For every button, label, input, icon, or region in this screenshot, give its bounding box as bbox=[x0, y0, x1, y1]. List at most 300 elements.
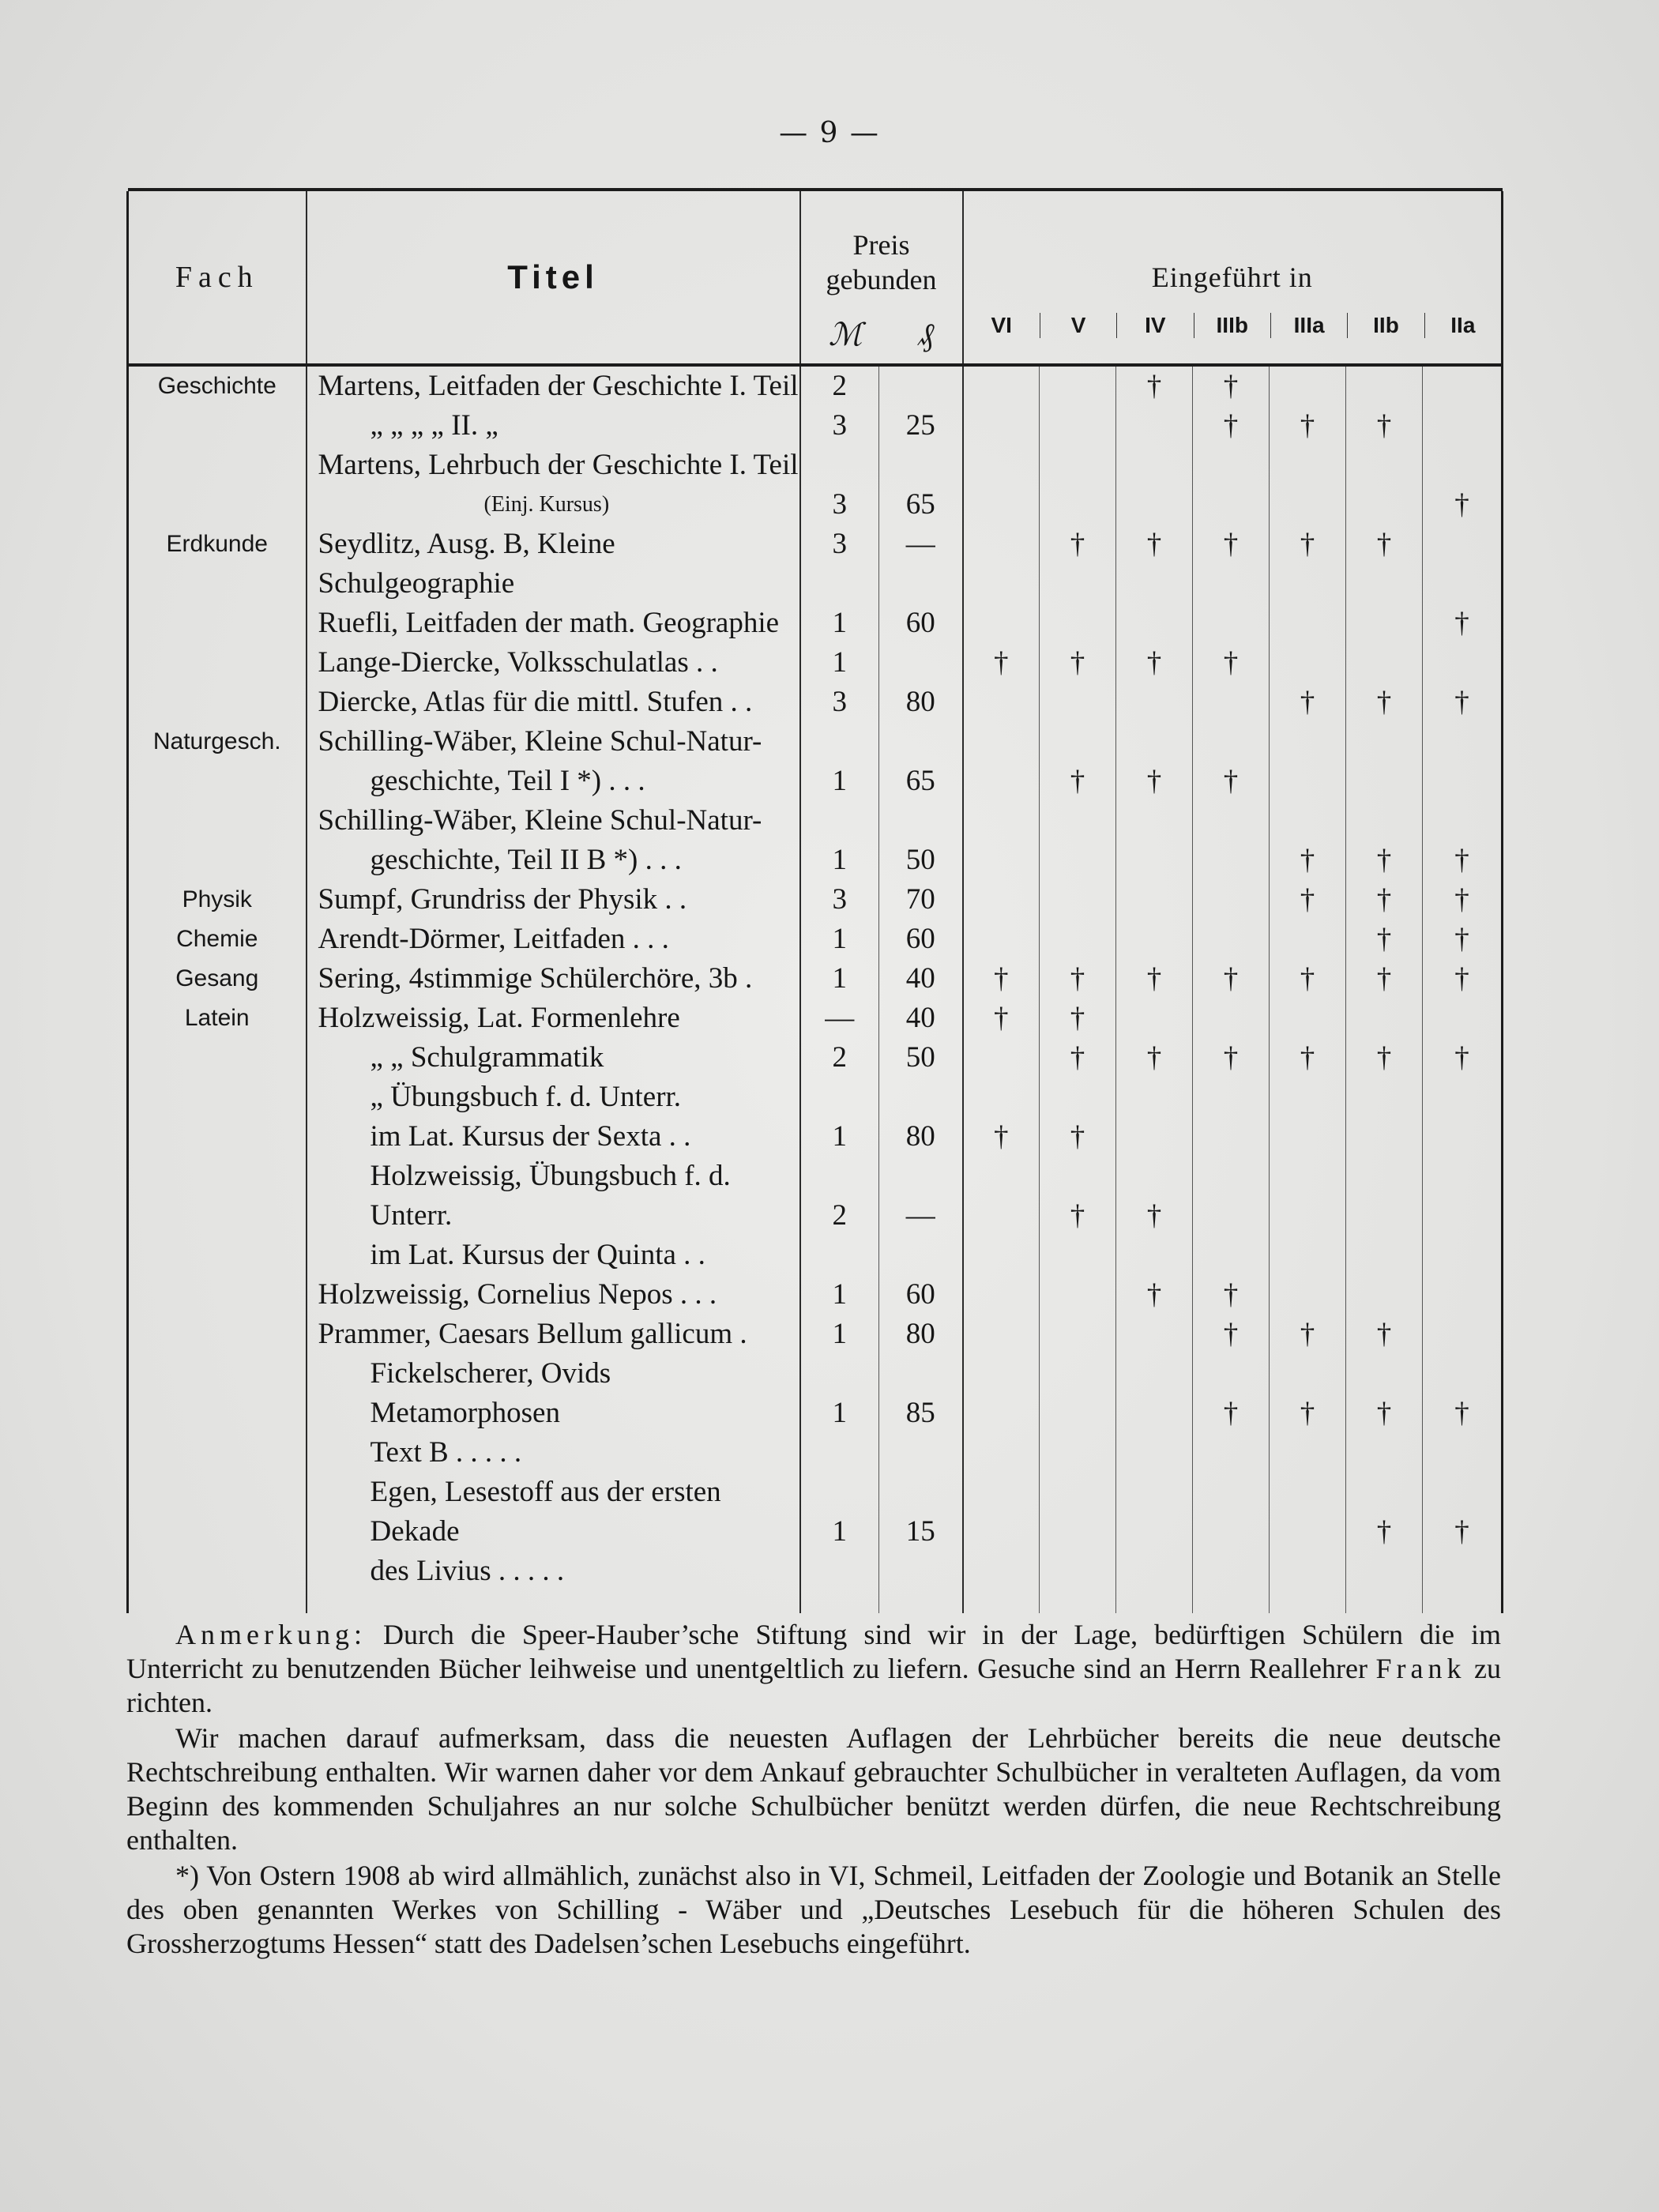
class-mark-v: † bbox=[1040, 999, 1116, 1038]
subject-cell bbox=[128, 446, 307, 525]
table-row bbox=[128, 722, 1503, 801]
price-mark-cell: 1 bbox=[800, 1275, 879, 1315]
orthography-paragraph: Wir machen darauf aufmerksam, dass die neuesten Auflagen der Lehrbücher bereits die neue deutsche Rechtschreibung enthalten. Wir warnen daher vor dem Ankauf gebrauchter Schulbücher in veralteten Auflagen, da vom Beginn des kommenden Schuljahres an nur solche Schulbücher benützt werden dürfen, die neue Rechtschreibung enthalten. bbox=[126, 1722, 1501, 1856]
table-tail-cell bbox=[1116, 1591, 1193, 1613]
class-mark-iiia bbox=[1270, 1078, 1346, 1157]
class-mark-vi: † bbox=[963, 959, 1040, 999]
header-eingefuehrt bbox=[963, 191, 1503, 365]
subject-cell bbox=[128, 1315, 307, 1354]
price-mark-cell: 3 bbox=[800, 446, 879, 525]
class-mark-v bbox=[1040, 1473, 1116, 1591]
header-preis-line2: gebunden bbox=[826, 264, 937, 295]
table-tail-cell bbox=[1423, 1591, 1503, 1613]
class-mark-iiib bbox=[1193, 446, 1270, 525]
class-mark-iiib: † bbox=[1193, 1315, 1270, 1354]
class-mark-iiia: † bbox=[1270, 880, 1346, 920]
title-cell bbox=[307, 1038, 800, 1078]
price-pfennig-cell: 40 bbox=[879, 959, 963, 999]
price-pfennig-cell: 80 bbox=[879, 1078, 963, 1157]
footnote: *) Von Ostern 1908 ab wird allmählich, zunächst also in VI, Schmeil, Leitfaden der Zoologie und Botanik an Stelle des oben genannten Werkes von Schilling - Wäber und „Deutsches Lesebuch für die höheren Schulen des Grossherzogtums Hessen“ statt des Dadelsen’schen Lesebuchs eingeführt. bbox=[126, 1860, 1501, 1959]
subject-cell: Gesang bbox=[128, 959, 307, 999]
header-titel: Titel bbox=[307, 191, 800, 365]
title-cell bbox=[307, 1078, 800, 1157]
class-mark-iv: † bbox=[1116, 643, 1193, 683]
class-mark-vi bbox=[963, 1157, 1040, 1275]
table-row bbox=[128, 1315, 1503, 1354]
class-mark-iia bbox=[1423, 525, 1503, 604]
class-mark-iiia: † bbox=[1270, 1354, 1346, 1473]
class-mark-iib: † bbox=[1346, 1473, 1423, 1591]
class-mark-iib bbox=[1346, 446, 1423, 525]
table-body bbox=[128, 365, 1503, 1613]
class-mark-iv bbox=[1116, 1473, 1193, 1591]
table-row bbox=[128, 1275, 1503, 1315]
class-mark-iib: † bbox=[1346, 525, 1423, 604]
table-tail-cell bbox=[1040, 1591, 1116, 1613]
class-mark-vi bbox=[963, 406, 1040, 446]
anmerkung-text-2: zu richten. bbox=[126, 1653, 1501, 1718]
subject-cell bbox=[128, 604, 307, 643]
title-note: (Einj. Kursus) bbox=[483, 492, 610, 517]
class-mark-iiib: † bbox=[1193, 406, 1270, 446]
class-mark-iib: † bbox=[1346, 880, 1423, 920]
price-pfennig-cell bbox=[879, 365, 963, 406]
title-cell bbox=[307, 1315, 800, 1354]
class-mark-iiib bbox=[1193, 880, 1270, 920]
class-mark-vi bbox=[963, 525, 1040, 604]
class-mark-iiib: † bbox=[1193, 959, 1270, 999]
price-pfennig-cell: 60 bbox=[879, 920, 963, 959]
table-row bbox=[128, 1078, 1503, 1157]
class-mark-iiib bbox=[1193, 683, 1270, 722]
table-tail-cell bbox=[963, 1591, 1040, 1613]
title-line: im Lat. Kursus der Sexta . . bbox=[370, 1120, 691, 1153]
price-mark-cell: 1 bbox=[800, 920, 879, 959]
class-mark-v bbox=[1040, 365, 1116, 406]
table-row bbox=[128, 959, 1503, 999]
table-row bbox=[128, 365, 1503, 406]
price-pfennig-cell: 60 bbox=[879, 1275, 963, 1315]
class-mark-iv bbox=[1116, 683, 1193, 722]
price-pfennig-cell: — bbox=[879, 525, 963, 604]
price-mark-cell: 1 bbox=[800, 1315, 879, 1354]
subject-cell bbox=[128, 801, 307, 880]
class-mark-iiib bbox=[1193, 604, 1270, 643]
class-mark-iv bbox=[1116, 999, 1193, 1038]
price-mark-cell: 1 bbox=[800, 1354, 879, 1473]
class-mark-iiia bbox=[1270, 643, 1346, 683]
price-pfennig-cell bbox=[879, 643, 963, 683]
title-line: Egen, Lesestoff aus der ersten Dekade bbox=[370, 1476, 721, 1548]
title-line: Sumpf, Grundriss der Physik . . bbox=[318, 883, 687, 916]
price-mark-cell: 2 bbox=[800, 1157, 879, 1275]
class-mark-iv: † bbox=[1116, 959, 1193, 999]
table-row bbox=[128, 604, 1503, 643]
class-mark-iiia bbox=[1270, 604, 1346, 643]
class-mark-vi: † bbox=[963, 643, 1040, 683]
class-mark-iiia bbox=[1270, 999, 1346, 1038]
title-cell bbox=[307, 1473, 800, 1591]
subject-cell bbox=[128, 1275, 307, 1315]
price-pfennig-cell: 80 bbox=[879, 1315, 963, 1354]
class-mark-iib bbox=[1346, 365, 1423, 406]
price-mark-cell: 1 bbox=[800, 801, 879, 880]
price-mark-cell: 3 bbox=[800, 406, 879, 446]
price-mark-cell: 3 bbox=[800, 683, 879, 722]
class-mark-v: † bbox=[1040, 1157, 1116, 1275]
subject-cell: Erdkunde bbox=[128, 525, 307, 604]
title-line: im Lat. Kursus der Quinta . . bbox=[370, 1239, 705, 1271]
price-mark-cell: 1 bbox=[800, 1473, 879, 1591]
class-mark-iia: † bbox=[1423, 683, 1503, 722]
header-class-iib: IIb bbox=[1347, 313, 1424, 338]
class-mark-vi: † bbox=[963, 1078, 1040, 1157]
class-mark-iia bbox=[1423, 999, 1503, 1038]
title-cell bbox=[307, 683, 800, 722]
subject-cell bbox=[128, 683, 307, 722]
class-mark-iiib bbox=[1193, 999, 1270, 1038]
subject-cell bbox=[128, 1038, 307, 1078]
class-mark-v: † bbox=[1040, 1078, 1116, 1157]
title-line: Arendt-Dörmer, Leitfaden . . . bbox=[318, 923, 669, 955]
class-mark-iib: † bbox=[1346, 683, 1423, 722]
title-line: Holzweissig, Cornelius Nepos . . . bbox=[318, 1278, 717, 1311]
price-pfennig-cell: 70 bbox=[879, 880, 963, 920]
table-tail bbox=[128, 1591, 1503, 1613]
class-mark-vi bbox=[963, 1315, 1040, 1354]
title-line: Diercke, Atlas für die mittl. Stufen . . bbox=[318, 686, 753, 718]
table-row bbox=[128, 801, 1503, 880]
title-cell bbox=[307, 1157, 800, 1275]
price-pfennig-cell: — bbox=[879, 1157, 963, 1275]
price-pfennig-cell: 80 bbox=[879, 683, 963, 722]
class-mark-iia: † bbox=[1423, 604, 1503, 643]
title-line: Seydlitz, Ausg. B, Kleine Schulgeographie bbox=[318, 528, 615, 600]
title-cell bbox=[307, 525, 800, 604]
table-row bbox=[128, 1354, 1503, 1473]
class-mark-iia bbox=[1423, 1157, 1503, 1275]
class-mark-iiib: † bbox=[1193, 722, 1270, 801]
class-mark-iiib: † bbox=[1193, 1275, 1270, 1315]
class-mark-iv: † bbox=[1116, 365, 1193, 406]
class-mark-iiia bbox=[1270, 446, 1346, 525]
table-tail-cell bbox=[1193, 1591, 1270, 1613]
title-cell bbox=[307, 999, 800, 1038]
class-mark-v bbox=[1040, 920, 1116, 959]
class-mark-iv bbox=[1116, 406, 1193, 446]
table-tail-cell bbox=[879, 1591, 963, 1613]
title-line: Holzweissig, Lat. Formenlehre bbox=[318, 1002, 680, 1034]
title-cell bbox=[307, 722, 800, 801]
class-mark-iv: † bbox=[1116, 1275, 1193, 1315]
class-mark-iiia bbox=[1270, 365, 1346, 406]
price-mark-cell: 2 bbox=[800, 1038, 879, 1078]
class-mark-iia: † bbox=[1423, 801, 1503, 880]
header-class-iiib: IIIb bbox=[1194, 313, 1270, 338]
class-mark-iib bbox=[1346, 722, 1423, 801]
class-mark-iiia: † bbox=[1270, 1315, 1346, 1354]
title-cell bbox=[307, 643, 800, 683]
header-class-vi: VI bbox=[991, 313, 1012, 337]
class-mark-iiia bbox=[1270, 1473, 1346, 1591]
class-mark-vi bbox=[963, 801, 1040, 880]
class-mark-iia bbox=[1423, 1078, 1503, 1157]
price-mark-cell: 2 bbox=[800, 365, 879, 406]
table-row bbox=[128, 1038, 1503, 1078]
class-mark-vi bbox=[963, 365, 1040, 406]
price-pfennig-cell: 25 bbox=[879, 406, 963, 446]
class-mark-iv: † bbox=[1116, 722, 1193, 801]
class-mark-iiia bbox=[1270, 1157, 1346, 1275]
header-unit-pfennig: ₰ bbox=[918, 317, 935, 352]
header-unit-mark: ℳ bbox=[828, 317, 863, 352]
table-tail-cell bbox=[800, 1591, 879, 1613]
class-mark-iia bbox=[1423, 1275, 1503, 1315]
class-mark-iib: † bbox=[1346, 1315, 1423, 1354]
subject-cell bbox=[128, 1473, 307, 1591]
table-row bbox=[128, 880, 1503, 920]
class-mark-iib: † bbox=[1346, 920, 1423, 959]
class-mark-iib bbox=[1346, 1078, 1423, 1157]
anmerkung-text-1: Durch die Speer-Hauber’sche Stiftung sind wir in der Lage, bedürftigen Schülern die im Unterricht zu benutzenden Bücher leihweise und unentgeltlich zu liefern. Gesuche sind an Herrn Reallehrer bbox=[126, 1619, 1501, 1684]
title-line: Prammer, Caesars Bellum gallicum . bbox=[318, 1318, 747, 1350]
class-mark-v bbox=[1040, 1275, 1116, 1315]
header-preis-line1: Preis bbox=[852, 229, 910, 261]
title-cell bbox=[307, 1275, 800, 1315]
class-mark-vi bbox=[963, 446, 1040, 525]
title-line: Fickelscherer, Ovids Metamorphosen bbox=[370, 1357, 611, 1429]
class-mark-iiia: † bbox=[1270, 959, 1346, 999]
title-line: „ „ „ „ II. „ bbox=[370, 409, 498, 442]
class-mark-iib: † bbox=[1346, 1354, 1423, 1473]
price-pfennig-cell: 50 bbox=[879, 801, 963, 880]
header-class-list bbox=[964, 313, 1502, 338]
class-mark-iiib bbox=[1193, 1473, 1270, 1591]
title-line: „ „ Schulgrammatik bbox=[370, 1041, 604, 1074]
price-mark-cell: 1 bbox=[800, 1078, 879, 1157]
class-mark-iv bbox=[1116, 920, 1193, 959]
class-mark-iv bbox=[1116, 446, 1193, 525]
title-line: Ruefli, Leitfaden der math. Geographie bbox=[318, 607, 780, 639]
price-mark-cell: 1 bbox=[800, 959, 879, 999]
title-line: geschichte, Teil II B *) . . . bbox=[370, 844, 682, 876]
subject-cell: Naturgesch. bbox=[128, 722, 307, 801]
class-mark-iiia: † bbox=[1270, 683, 1346, 722]
price-pfennig-cell: 40 bbox=[879, 999, 963, 1038]
table-row bbox=[128, 1473, 1503, 1591]
subject-cell bbox=[128, 1078, 307, 1157]
class-mark-v: † bbox=[1040, 1038, 1116, 1078]
price-mark-cell: 1 bbox=[800, 722, 879, 801]
table-row bbox=[128, 683, 1503, 722]
class-mark-v bbox=[1040, 446, 1116, 525]
class-mark-vi bbox=[963, 683, 1040, 722]
header-class-iia: IIa bbox=[1424, 313, 1501, 338]
class-mark-iib bbox=[1346, 999, 1423, 1038]
price-pfennig-cell: 85 bbox=[879, 1354, 963, 1473]
class-mark-iiia: † bbox=[1270, 406, 1346, 446]
table-tail-cell bbox=[307, 1591, 800, 1613]
price-pfennig-cell: 65 bbox=[879, 722, 963, 801]
textbook-table bbox=[126, 188, 1503, 1613]
class-mark-iiib bbox=[1193, 920, 1270, 959]
notes-section bbox=[126, 1618, 1501, 1962]
class-mark-iiib bbox=[1193, 1078, 1270, 1157]
anmerkung-paragraph bbox=[126, 1618, 1501, 1720]
table-row bbox=[128, 643, 1503, 683]
class-mark-iv bbox=[1116, 880, 1193, 920]
anmerkung-label: Anmerkung: bbox=[175, 1619, 367, 1650]
subject-cell: Geschichte bbox=[128, 365, 307, 406]
class-mark-iiib: † bbox=[1193, 1038, 1270, 1078]
class-mark-iiia bbox=[1270, 920, 1346, 959]
table-row bbox=[128, 446, 1503, 525]
class-mark-iiia: † bbox=[1270, 525, 1346, 604]
price-mark-cell: 1 bbox=[800, 643, 879, 683]
class-mark-iia bbox=[1423, 406, 1503, 446]
class-mark-v bbox=[1040, 1315, 1116, 1354]
class-mark-vi bbox=[963, 722, 1040, 801]
class-mark-iiib bbox=[1193, 801, 1270, 880]
class-mark-iib: † bbox=[1346, 1038, 1423, 1078]
title-line: Text B . . . . . bbox=[370, 1436, 522, 1469]
class-mark-iib bbox=[1346, 1275, 1423, 1315]
class-mark-iiia bbox=[1270, 722, 1346, 801]
class-mark-iia: † bbox=[1423, 880, 1503, 920]
class-mark-vi bbox=[963, 880, 1040, 920]
price-pfennig-cell: 60 bbox=[879, 604, 963, 643]
class-mark-iia: † bbox=[1423, 1038, 1503, 1078]
title-line: geschichte, Teil I *) . . . bbox=[370, 765, 645, 797]
class-mark-iia bbox=[1423, 722, 1503, 801]
class-mark-v bbox=[1040, 880, 1116, 920]
header-class-iv: IV bbox=[1116, 313, 1193, 338]
header-fach: Fach bbox=[128, 191, 307, 365]
class-mark-iia bbox=[1423, 1315, 1503, 1354]
class-mark-vi bbox=[963, 604, 1040, 643]
subject-cell: Physik bbox=[128, 880, 307, 920]
header-class-iiia: IIIa bbox=[1270, 313, 1347, 338]
class-mark-iv bbox=[1116, 1315, 1193, 1354]
price-mark-cell: — bbox=[800, 999, 879, 1038]
header-preis bbox=[800, 191, 963, 365]
class-mark-iiia: † bbox=[1270, 1038, 1346, 1078]
class-mark-iia: † bbox=[1423, 1473, 1503, 1591]
class-mark-iiib: † bbox=[1193, 525, 1270, 604]
price-pfennig-cell: 15 bbox=[879, 1473, 963, 1591]
class-mark-iia: † bbox=[1423, 1354, 1503, 1473]
table-row bbox=[128, 406, 1503, 446]
class-mark-iia: † bbox=[1423, 920, 1503, 959]
class-mark-v bbox=[1040, 604, 1116, 643]
class-mark-iv: † bbox=[1116, 525, 1193, 604]
class-mark-iv bbox=[1116, 1354, 1193, 1473]
header-class-v: V bbox=[1040, 313, 1116, 338]
price-pfennig-cell: 50 bbox=[879, 1038, 963, 1078]
table-row bbox=[128, 1157, 1503, 1275]
class-mark-iib: † bbox=[1346, 406, 1423, 446]
anmerkung-name: Frank bbox=[1375, 1653, 1466, 1684]
class-mark-iia bbox=[1423, 365, 1503, 406]
class-mark-v bbox=[1040, 683, 1116, 722]
class-mark-iiib: † bbox=[1193, 643, 1270, 683]
title-line: „ Übungsbuch f. d. Unterr. bbox=[370, 1081, 682, 1113]
subject-cell bbox=[128, 1354, 307, 1473]
class-mark-iiib bbox=[1193, 1157, 1270, 1275]
table-tail-cell bbox=[1346, 1591, 1423, 1613]
title-line: Sering, 4stimmige Schülerchöre, 3b . bbox=[318, 962, 753, 995]
subject-cell bbox=[128, 643, 307, 683]
class-mark-vi bbox=[963, 920, 1040, 959]
class-mark-iib: † bbox=[1346, 801, 1423, 880]
title-cell bbox=[307, 959, 800, 999]
title-line: des Livius . . . . . bbox=[370, 1555, 565, 1587]
class-mark-v: † bbox=[1040, 959, 1116, 999]
class-mark-v: † bbox=[1040, 722, 1116, 801]
title-line: Schilling-Wäber, Kleine Schul-Natur- bbox=[318, 804, 762, 837]
subject-cell bbox=[128, 1157, 307, 1275]
title-line: Martens, Leitfaden der Geschichte I. Teil bbox=[318, 370, 799, 402]
class-mark-iv bbox=[1116, 1078, 1193, 1157]
class-mark-v: † bbox=[1040, 525, 1116, 604]
title-cell bbox=[307, 446, 800, 525]
class-mark-vi bbox=[963, 1473, 1040, 1591]
table-row bbox=[128, 525, 1503, 604]
price-mark-cell: 3 bbox=[800, 525, 879, 604]
subject-cell: Latein bbox=[128, 999, 307, 1038]
title-cell bbox=[307, 1354, 800, 1473]
class-mark-v bbox=[1040, 801, 1116, 880]
class-mark-vi bbox=[963, 1038, 1040, 1078]
title-cell bbox=[307, 604, 800, 643]
header-eingefuehrt-title: Eingeführt in bbox=[1151, 261, 1313, 293]
class-mark-iiib: † bbox=[1193, 1354, 1270, 1473]
class-mark-vi bbox=[963, 1275, 1040, 1315]
class-mark-iia: † bbox=[1423, 446, 1503, 525]
subject-cell bbox=[128, 406, 307, 446]
class-mark-iv: † bbox=[1116, 1157, 1193, 1275]
price-pfennig-cell: 65 bbox=[879, 446, 963, 525]
table-tail-cell bbox=[1270, 1591, 1346, 1613]
title-line: Martens, Lehrbuch der Geschichte I. Teil bbox=[318, 449, 799, 481]
title-cell bbox=[307, 880, 800, 920]
class-mark-iib bbox=[1346, 643, 1423, 683]
price-mark-cell: 3 bbox=[800, 880, 879, 920]
table-tail-cell bbox=[128, 1591, 307, 1613]
class-mark-v: † bbox=[1040, 643, 1116, 683]
class-mark-iiia: † bbox=[1270, 801, 1346, 880]
class-mark-iib: † bbox=[1346, 959, 1423, 999]
title-cell bbox=[307, 365, 800, 406]
class-mark-vi: † bbox=[963, 999, 1040, 1038]
class-mark-iia: † bbox=[1423, 959, 1503, 999]
subject-cell: Chemie bbox=[128, 920, 307, 959]
table-row bbox=[128, 920, 1503, 959]
title-cell bbox=[307, 801, 800, 880]
class-mark-iv: † bbox=[1116, 1038, 1193, 1078]
class-mark-v bbox=[1040, 1354, 1116, 1473]
class-mark-iia bbox=[1423, 643, 1503, 683]
title-line: Schilling-Wäber, Kleine Schul-Natur- bbox=[318, 725, 762, 758]
title-cell bbox=[307, 920, 800, 959]
class-mark-iv bbox=[1116, 604, 1193, 643]
class-mark-v bbox=[1040, 406, 1116, 446]
title-line: Lange-Diercke, Volksschulatlas . . bbox=[318, 646, 718, 679]
class-mark-iib bbox=[1346, 1157, 1423, 1275]
title-cell bbox=[307, 406, 800, 446]
class-mark-iv bbox=[1116, 801, 1193, 880]
class-mark-iiia bbox=[1270, 1275, 1346, 1315]
